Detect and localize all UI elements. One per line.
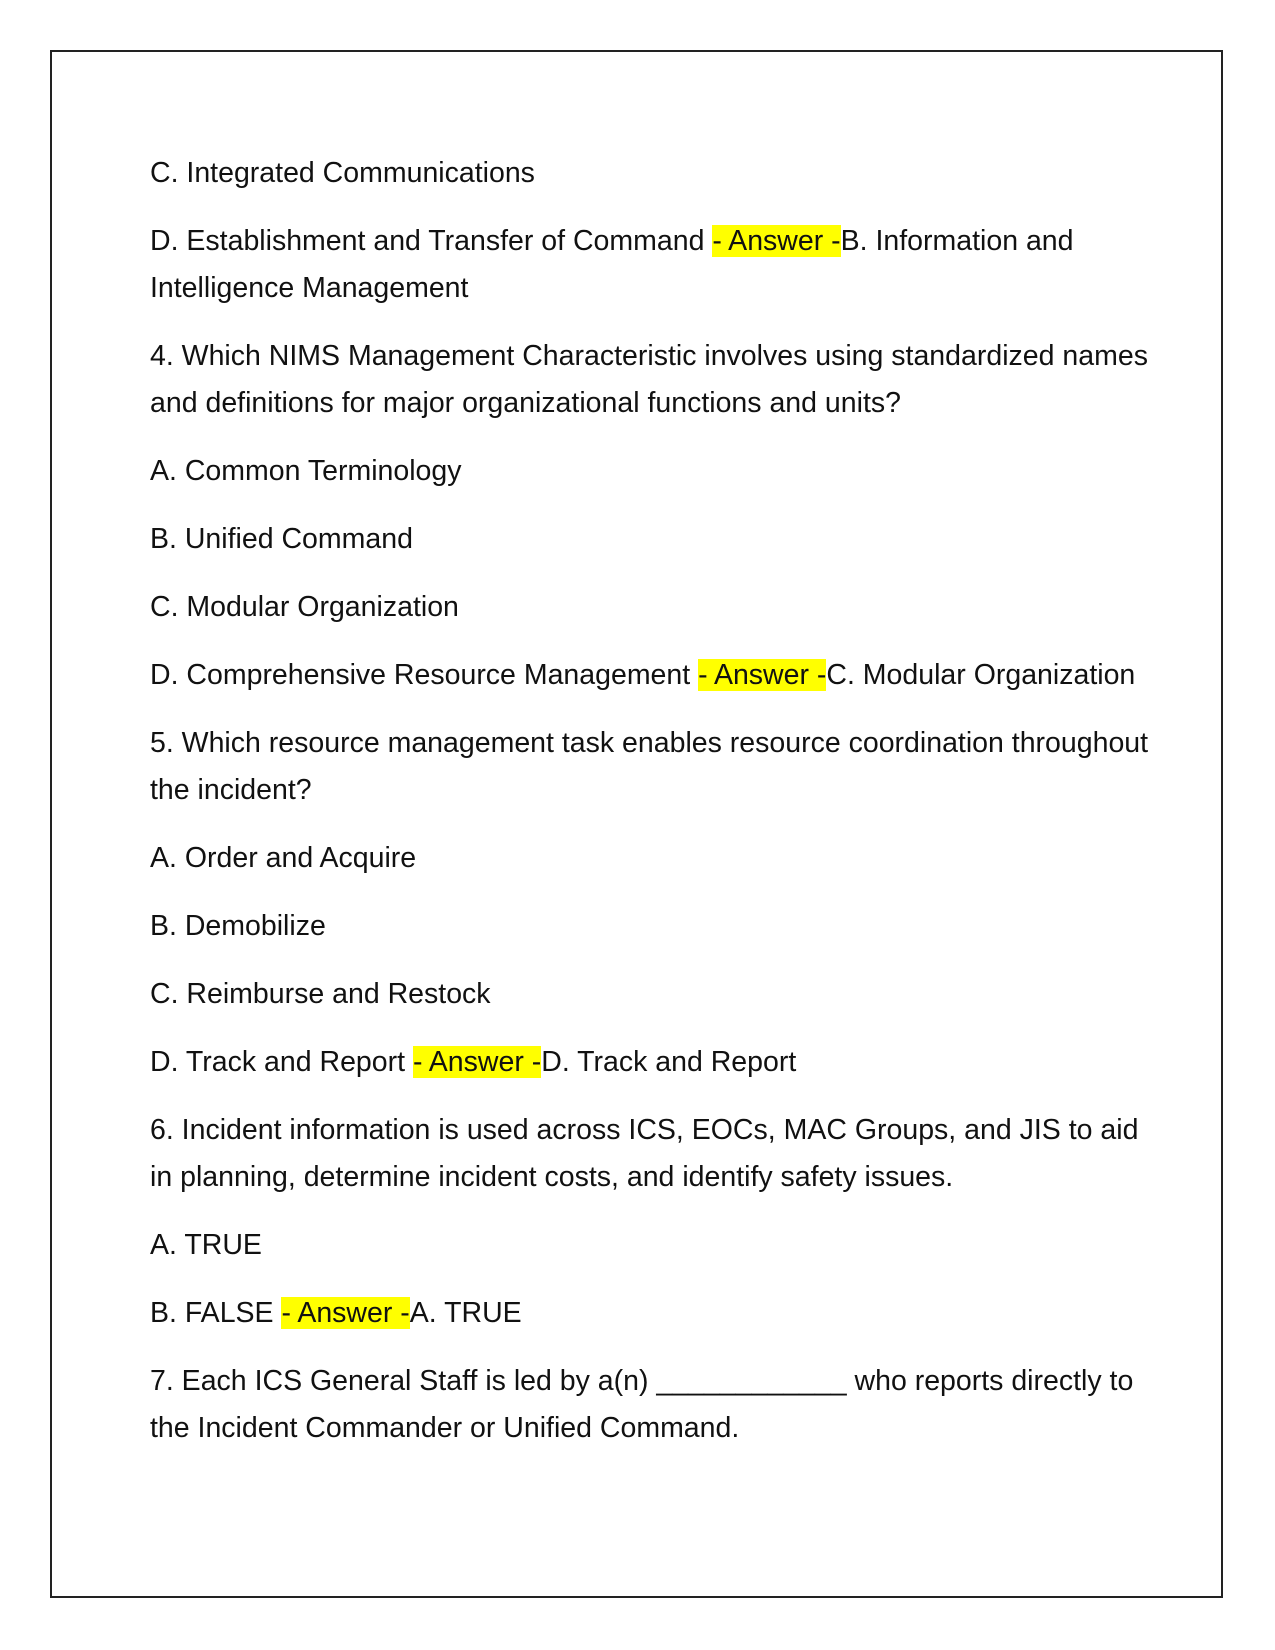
q6-question: 6. Incident information is used across ICS, EOCs, MAC Groups, and JIS to aid in planning, determine incident costs, and identify safety issues.: [150, 1114, 1139, 1193]
q5-option-c: C. Reimburse and Restock: [150, 978, 491, 1010]
q4-option-b: B. Unified Command: [150, 523, 413, 555]
q3-option-d-with-answer: [150, 218, 1150, 312]
answer-marker-highlight: - Answer -: [698, 659, 827, 691]
answer-marker-highlight: - Answer -: [281, 1297, 410, 1329]
q6-answer: A. TRUE: [409, 1297, 522, 1329]
q6-option-b-with-answer: [150, 1290, 1150, 1337]
q5-answer: D. Track and Report: [541, 1046, 797, 1078]
q4-answer: C. Modular Organization: [826, 659, 1136, 691]
q4-option-d-with-answer: [150, 652, 1150, 699]
q4-option-c: C. Modular Organization: [150, 591, 459, 623]
q6-option-b: B. FALSE: [150, 1297, 282, 1329]
q4-question: 4. Which NIMS Management Characteristic involves using standardized names and definitions for major organizational functions and units?: [150, 340, 1148, 419]
q3-answer: B. Information and Intelligence Management: [150, 225, 1074, 304]
q7-question: 7. Each ICS General Staff is led by a(n) ____________ who reports directly to the Incident Commander or Unified Command.: [150, 1365, 1134, 1444]
q3-option-c: C. Integrated Communications: [150, 157, 535, 189]
q5-question: 5. Which resource management task enables resource coordination throughout the incident?: [150, 727, 1149, 806]
q4-option-d: D. Comprehensive Resource Management: [150, 659, 699, 691]
q5-option-b: B. Demobilize: [150, 910, 326, 942]
answer-marker-highlight: - Answer -: [412, 1046, 542, 1078]
q5-option-d-with-answer: [150, 1039, 1150, 1086]
q5-option-d: D. Track and Report: [150, 1046, 413, 1078]
q5-option-a: A. Order and Acquire: [150, 842, 417, 874]
q4-option-a: A. Common Terminology: [150, 455, 462, 487]
q6-option-a: A. TRUE: [150, 1229, 262, 1261]
answer-marker-highlight: - Answer -: [712, 225, 841, 257]
document-body: [150, 150, 1150, 1473]
q3-option-d: D. Establishment and Transfer of Command: [150, 225, 713, 257]
